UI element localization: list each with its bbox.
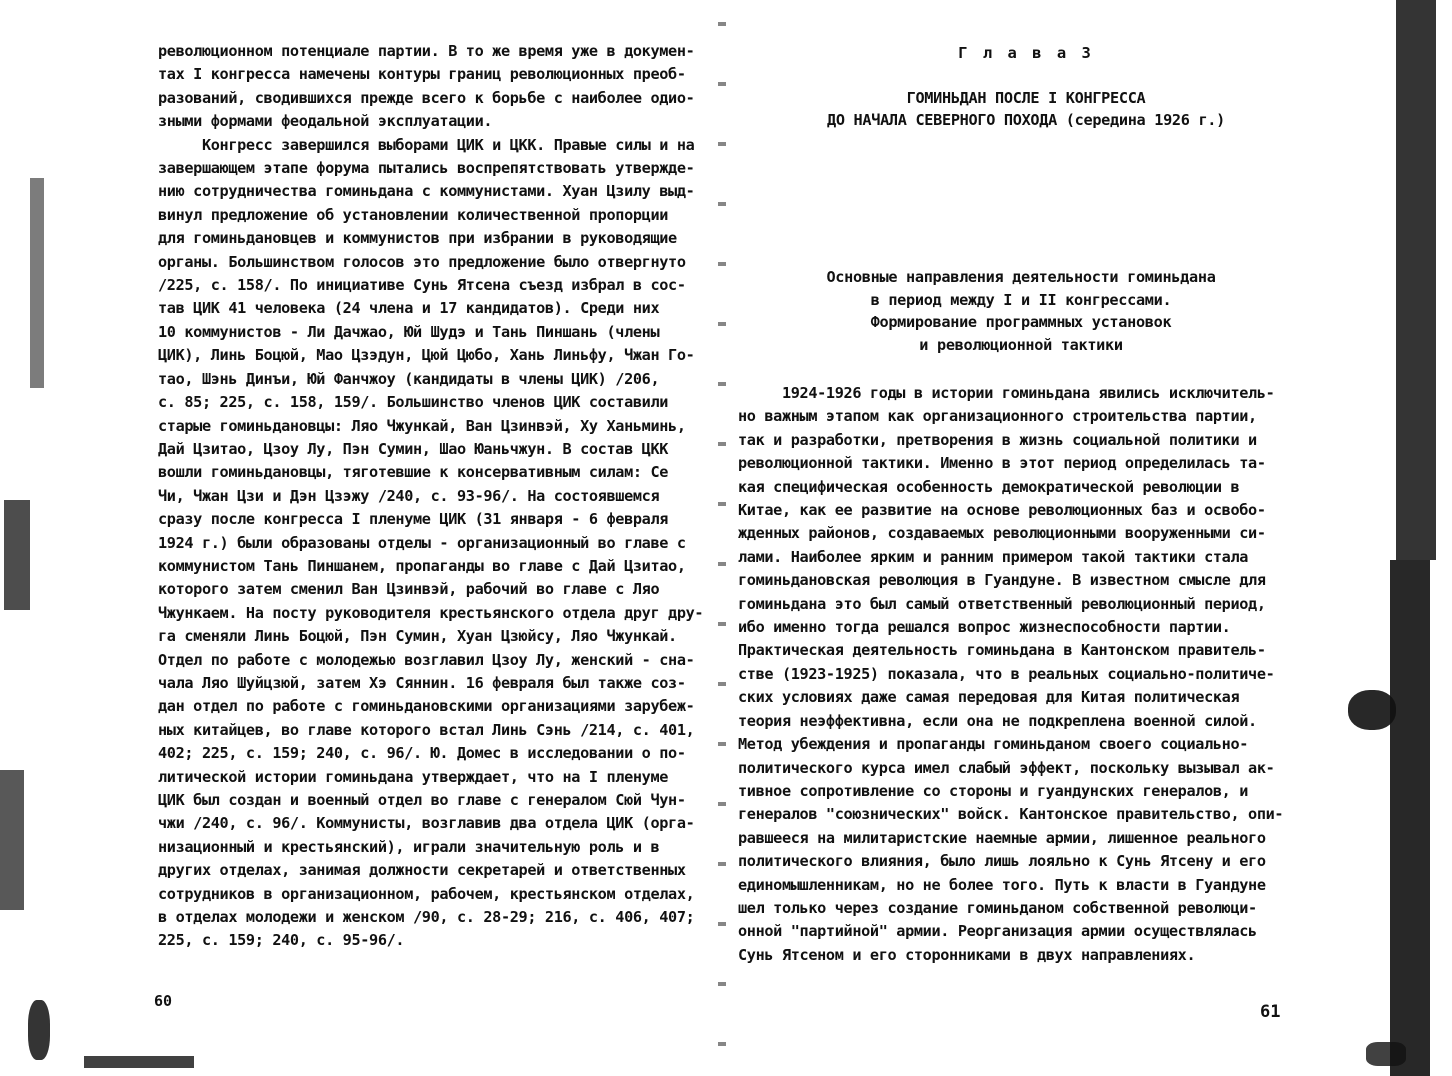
left-page-number: 60 <box>154 992 173 1010</box>
scan-edge-mark <box>1396 0 1436 560</box>
section-title: Основные направления деятельности гоминьдана в период между I и II конгрессами. Формирование программных установок и революционной тактики <box>826 268 1216 354</box>
scan-edge-mark <box>1390 560 1430 1076</box>
scan-edge-mark <box>28 1000 50 1060</box>
chapter-heading: Г л а в а 3 <box>958 44 1094 62</box>
scan-edge-mark <box>4 500 30 610</box>
right-page <box>726 0 1452 1076</box>
left-page-body-text: революционном потенциале партии. В то же время уже в докумен- тах I конгресса намечены контуры границ революционных преоб- разований, сводившихся прежде всего к борьбе с наиболее одио- зными формами феодальной эксплуатации. Конгресс завершился выборами ЦИК и ЦКК. Правые силы и на завершающем этапе форума пытались воспрепятствовать утвержде- нию сотрудничества гоминьдана с коммунистами. Хуан Цзилу выд- винул предложение об установлении количественной пропорции для гоминьдановцев и коммунистов при избрании в руководящие органы. Большинством голосов это предложение было отвергнуто /225, с. 158/. По инициативе Сунь Ятсена съезд избрал в сос- тав ЦИК 41 человека (24 члена и 17 кандидатов). Среди них 10 коммунистов - Ли Дачжао, Юй Шудэ и Тань Пиншань (члены ЦИК), Линь Боцюй, Мао Цзэдун, Цюй Цюбо, Хань Линьфу, Чжан Го- тао, Шэнь Динъи, Юй Фанчжоу (кандидаты в члены ЦИК) /206, с. 85; 225, с. 158, 159/. Большинство членов ЦИК составили старые гоминьдановцы: Ляо Чжункай, Ван Цзинвэй, Ху Ханьминь, Дай Цзитао, Цзоу Лу, Пэн Сумин, Шао Юаньчжун. В состав ЦКК вошли гоминьдановцы, тяготевшие к консервативным силам: Се Чи, Чжан Цзи и Дэн Цзэжу /240, с. 93-96/. На состоявшемся сразу после конгресса I пленуме ЦИК (31 января - 6 февраля 1924 г.) были образованы отделы - организационный во главе с коммунистом Тань Пиншанем, пропаганды во главе с Дай Цзитао, которого затем сменил Ван Цзинвэй, рабочий во главе с Ляо Чжункаем. На посту руководителя крестьянского отдела друг дру- га сменяли Линь Боцюй, Пэн Сумин, Хуан Цзюйсу, Ляо Чжункай. Отдел по работе с молодежью возглавил Цзоу Лу, женский - сна- чала Ляо Шуйцзюй, затем Хэ Сяннин. 16 февраля был также соз- дан отдел по работе с гоминьдановскими организациями зарубеж- ных китайцев, во главе которого встал Линь Сэнь /214, с. 401, 402; 225, с. 159; 240, с. 96/. Ю. Домес в исследовании о по- литической истории гоминьдана утверждает, что на I пленуме ЦИК был создан и военный отдел во главе с генералом Сюй Чун- чжи /240, с. 96/. Коммунисты, возглавив два отдела ЦИК (орга- низационный и крестьянский), играли значительную роль и в других отделах, занимая должности секретарей и ответственных сотрудников в организационном, рабочем, крестьянском отделах, в отделах молодежи и женском /90, с. 28-29; 216, с. 406, 407; 225, с. 159; 240, с. 95-96/. <box>158 42 704 950</box>
scan-edge-mark <box>0 770 24 910</box>
scan-edge-mark <box>84 1056 194 1068</box>
left-page <box>0 0 720 1076</box>
chapter-title: ГОМИНЬДАН ПОСЛЕ I КОНГРЕССА ДО НАЧАЛА СЕВЕРНОГО ПОХОДА (середина 1926 г.) <box>827 89 1225 129</box>
right-page-body-text: 1924-1926 годы в истории гоминьдана явились исключитель- но важным этапом как организационного строительства партии, так и разработки, претворения в жизнь социальной политики и революционной тактики. Именно в этот период определилась та- кая специфическая особенность демократической революции в Китае, как ее развитие на основе революционных баз и освобо- жденных районов, создаваемых революционными вооруженными си- лами. Наиболее ярким и ранним примером такой тактики стала гоминьдановская революция в Гуандуне. В известном смысле для гоминьдана это был самый ответственный революционный период, ибо именно тогда решался вопрос жизнеспособности партии. Практическая деятельность гоминьдана в Кантонском правитель- стве (1923-1925) показала, что в реальных социально-политиче- ских условиях даже самая передовая для Китая политическая теория неэффективна, если она не подкреплена военной силой. Метод убеждения и пропаганды гоминьданом своего социально- политического курса имел слабый эффект, поскольку вызывал ак- тивное сопротивление со стороны и гуандунских генералов, и генералов "союзнических" войск. Кантонское правительство, опи- равшееся на милитаристские наемные армии, лишенное реального политического влияния, было лишь лояльно к Сунь Ятсену и его единомышленникам, но не более того. Путь к власти в Гуандуне шел только через создание гоминьданом собственной революци- онной "партийной" армии. Реорганизация армии осуществлялась Сунь Ятсеном и его сторонниками в двух направлениях. <box>738 384 1284 964</box>
scan-edge-mark <box>1348 690 1396 730</box>
right-page-number: 61 <box>1260 1002 1281 1022</box>
page-gutter <box>718 0 726 1076</box>
scan-edge-mark <box>1366 1042 1406 1066</box>
scan-edge-mark <box>30 178 44 388</box>
